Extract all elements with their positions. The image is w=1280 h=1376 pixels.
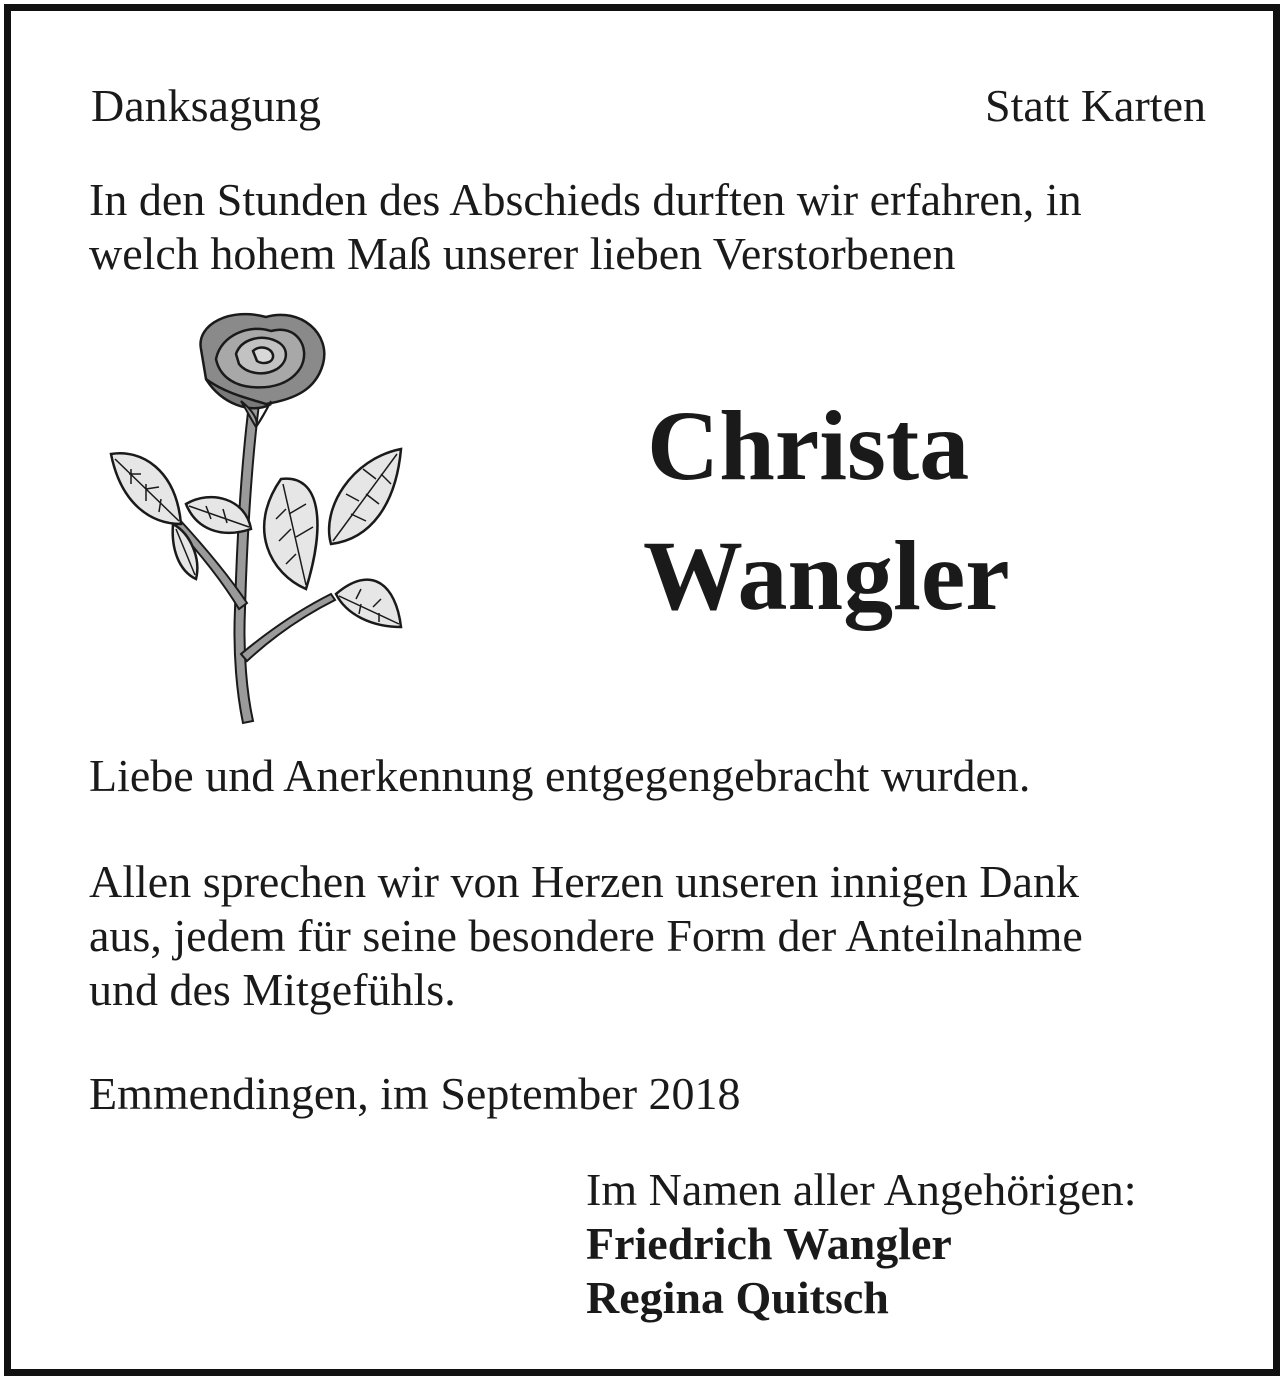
intro-line-2: welch hohem Maß unserer lieben Verstorbenen bbox=[89, 228, 956, 279]
signature-name-2: Regina Quitsch bbox=[586, 1272, 889, 1323]
thanks-line-3: und des Mitgefühls. bbox=[89, 964, 456, 1015]
deceased-first-name: Christa bbox=[647, 390, 970, 501]
header-instead-of-cards: Statt Karten bbox=[985, 80, 1206, 131]
deceased-name bbox=[643, 381, 1010, 641]
signature-intro: Im Namen aller Angehörigen: bbox=[586, 1164, 1137, 1215]
thanks-paragraph bbox=[89, 855, 1083, 1017]
thanks-line-2: aus, jedem für seine besondere Form der Anteilnahme bbox=[89, 910, 1083, 961]
obituary-frame bbox=[4, 4, 1280, 1376]
intro-text bbox=[89, 173, 1082, 281]
place-date: Emmendingen, im September 2018 bbox=[89, 1068, 741, 1119]
thanks-line-1: Allen sprechen wir von Herzen unseren innigen Dank bbox=[89, 856, 1079, 907]
love-line: Liebe und Anerkennung entgegengebracht wurden. bbox=[89, 750, 1031, 801]
signature-block bbox=[586, 1163, 1137, 1325]
intro-line-1: In den Stunden des Abschieds durften wir erfahren, in bbox=[89, 174, 1082, 225]
signature-name-1: Friedrich Wangler bbox=[586, 1218, 952, 1269]
rose-icon bbox=[101, 309, 411, 727]
deceased-last-name: Wangler bbox=[643, 520, 1010, 631]
header-thanks: Danksagung bbox=[91, 80, 321, 131]
